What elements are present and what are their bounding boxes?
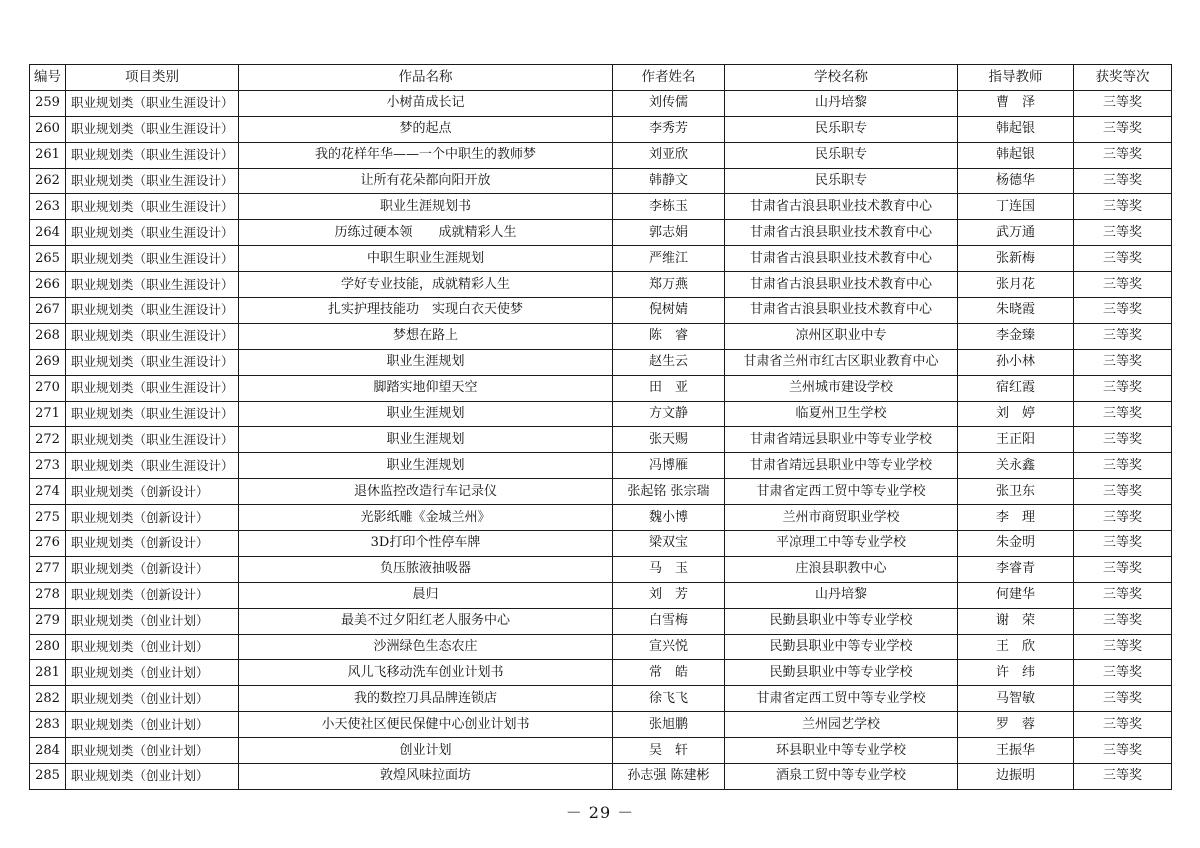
- cell-category: 职业规划类（职业生涯设计）: [66, 194, 239, 220]
- cell-school: 民勤县职业中等专业学校: [725, 634, 958, 660]
- table-row: [30, 375, 1172, 401]
- cell-number: 267: [30, 298, 66, 324]
- cell-number: 280: [30, 634, 66, 660]
- cell-author: 田 亚: [613, 375, 725, 401]
- cell-number: 270: [30, 375, 66, 401]
- cell-work-title: 沙洲绿色生态农庄: [239, 634, 613, 660]
- table-row: [30, 764, 1172, 790]
- cell-advisor: 罗 蓉: [958, 712, 1074, 738]
- table-body: [30, 90, 1172, 789]
- cell-work-title: 职业生涯规划: [239, 427, 613, 453]
- cell-category: 职业规划类（职业生涯设计）: [66, 272, 239, 298]
- cell-school: 山丹培黎: [725, 582, 958, 608]
- cell-award: 三等奖: [1074, 608, 1172, 634]
- cell-work-title: 脚踏实地仰望天空: [239, 375, 613, 401]
- cell-advisor: 王 欣: [958, 634, 1074, 660]
- cell-number: 268: [30, 323, 66, 349]
- cell-author: 宣兴悦: [613, 634, 725, 660]
- table-row: [30, 686, 1172, 712]
- cell-advisor: 丁连国: [958, 194, 1074, 220]
- cell-category: 职业规划类（职业生涯设计）: [66, 142, 239, 168]
- table-row: [30, 660, 1172, 686]
- cell-category: 职业规划类（创业计划）: [66, 738, 239, 764]
- table-row: [30, 556, 1172, 582]
- table-row: [30, 298, 1172, 324]
- cell-author: 陈 睿: [613, 323, 725, 349]
- cell-category: 职业规划类（职业生涯设计）: [66, 427, 239, 453]
- cell-work-title: 小天使社区便民保健中心创业计划书: [239, 712, 613, 738]
- cell-award: 三等奖: [1074, 349, 1172, 375]
- cell-work-title: 梦的起点: [239, 116, 613, 142]
- cell-work-title: 我的花样年华——一个中职生的教师梦: [239, 142, 613, 168]
- cell-work-title: 负压脓液抽吸器: [239, 556, 613, 582]
- cell-advisor: 韩起银: [958, 142, 1074, 168]
- cell-award: 三等奖: [1074, 298, 1172, 324]
- table-row: [30, 168, 1172, 194]
- cell-category: 职业规划类（创新设计）: [66, 479, 239, 505]
- cell-school: 兰州市商贸职业学校: [725, 505, 958, 531]
- page-number: － 29 －: [565, 803, 635, 822]
- cell-advisor: 朱金明: [958, 531, 1074, 557]
- cell-author: 张天赐: [613, 427, 725, 453]
- cell-advisor: 李金臻: [958, 323, 1074, 349]
- cell-work-title: 梦想在路上: [239, 323, 613, 349]
- cell-advisor: 何建华: [958, 582, 1074, 608]
- cell-author: 马 玉: [613, 556, 725, 582]
- cell-school: 凉州区职业中专: [725, 323, 958, 349]
- cell-advisor: 杨德华: [958, 168, 1074, 194]
- cell-school: 民乐职专: [725, 168, 958, 194]
- cell-author: 倪树婧: [613, 298, 725, 324]
- cell-school: 兰州园艺学校: [725, 712, 958, 738]
- cell-award: 三等奖: [1074, 116, 1172, 142]
- cell-author: 白雪梅: [613, 608, 725, 634]
- cell-category: 职业规划类（创业计划）: [66, 764, 239, 790]
- cell-school: 甘肃省定西工贸中等专业学校: [725, 686, 958, 712]
- table-row: [30, 142, 1172, 168]
- cell-number: 263: [30, 194, 66, 220]
- cell-author: 吴 轩: [613, 738, 725, 764]
- cell-work-title: 扎实护理技能功 实现白衣天使梦: [239, 298, 613, 324]
- cell-category: 职业规划类（职业生涯设计）: [66, 375, 239, 401]
- cell-number: 283: [30, 712, 66, 738]
- cell-category: 职业规划类（职业生涯设计）: [66, 401, 239, 427]
- cell-work-title: 风儿飞移动洗车创业计划书: [239, 660, 613, 686]
- cell-work-title: 我的数控刀具品牌连锁店: [239, 686, 613, 712]
- cell-number: 265: [30, 246, 66, 272]
- cell-category: 职业规划类（职业生涯设计）: [66, 90, 239, 116]
- table-row: [30, 116, 1172, 142]
- cell-category: 职业规划类（职业生涯设计）: [66, 323, 239, 349]
- cell-award: 三等奖: [1074, 479, 1172, 505]
- cell-work-title: 让所有花朵都向阳开放: [239, 168, 613, 194]
- cell-advisor: 曹 泽: [958, 90, 1074, 116]
- cell-school: 民勤县职业中等专业学校: [725, 660, 958, 686]
- cell-advisor: 马智敏: [958, 686, 1074, 712]
- cell-category: 职业规划类（职业生涯设计）: [66, 246, 239, 272]
- cell-school: 平凉理工中等专业学校: [725, 531, 958, 557]
- cell-category: 职业规划类（职业生涯设计）: [66, 168, 239, 194]
- cell-category: 职业规划类（创新设计）: [66, 505, 239, 531]
- cell-author: 冯博雁: [613, 453, 725, 479]
- cell-number: 279: [30, 608, 66, 634]
- cell-school: 民乐职专: [725, 142, 958, 168]
- cell-work-title: 职业生涯规划: [239, 401, 613, 427]
- cell-author: 刘亚欣: [613, 142, 725, 168]
- cell-award: 三等奖: [1074, 660, 1172, 686]
- cell-work-title: 历练过硬本领 成就精彩人生: [239, 220, 613, 246]
- cell-category: 职业规划类（创新设计）: [66, 556, 239, 582]
- cell-award: 三等奖: [1074, 453, 1172, 479]
- cell-school: 甘肃省定西工贸中等专业学校: [725, 479, 958, 505]
- awards-table: [29, 64, 1172, 790]
- cell-award: 三等奖: [1074, 634, 1172, 660]
- cell-work-title: 创业计划: [239, 738, 613, 764]
- cell-advisor: 关永鑫: [958, 453, 1074, 479]
- cell-award: 三等奖: [1074, 220, 1172, 246]
- cell-advisor: 谢 荣: [958, 608, 1074, 634]
- table-row: [30, 712, 1172, 738]
- cell-advisor: 宿红霞: [958, 375, 1074, 401]
- cell-author: 徐飞飞: [613, 686, 725, 712]
- header-number: 编号: [30, 65, 66, 91]
- cell-work-title: 退休监控改造行车记录仪: [239, 479, 613, 505]
- header-category: 项目类别: [66, 65, 239, 91]
- cell-category: 职业规划类（创业计划）: [66, 660, 239, 686]
- cell-number: 277: [30, 556, 66, 582]
- cell-work-title: 职业生涯规划: [239, 349, 613, 375]
- header-row: [30, 65, 1172, 91]
- header-award: 获奖等次: [1074, 65, 1172, 91]
- cell-award: 三等奖: [1074, 427, 1172, 453]
- cell-category: 职业规划类（职业生涯设计）: [66, 453, 239, 479]
- cell-advisor: 武万通: [958, 220, 1074, 246]
- cell-award: 三等奖: [1074, 375, 1172, 401]
- cell-work-title: 职业生涯规划: [239, 453, 613, 479]
- cell-category: 职业规划类（创业计划）: [66, 634, 239, 660]
- cell-work-title: 晨归: [239, 582, 613, 608]
- cell-author: 梁双宝: [613, 531, 725, 557]
- cell-school: 甘肃省古浪县职业技术教育中心: [725, 220, 958, 246]
- cell-school: 甘肃省古浪县职业技术教育中心: [725, 298, 958, 324]
- cell-number: 278: [30, 582, 66, 608]
- cell-author: 刘 芳: [613, 582, 725, 608]
- cell-number: 259: [30, 90, 66, 116]
- cell-award: 三等奖: [1074, 246, 1172, 272]
- cell-advisor: 王振华: [958, 738, 1074, 764]
- table-row: [30, 323, 1172, 349]
- table-row: [30, 90, 1172, 116]
- cell-school: 酒泉工贸中等专业学校: [725, 764, 958, 790]
- cell-advisor: 张卫东: [958, 479, 1074, 505]
- cell-advisor: 张月花: [958, 272, 1074, 298]
- cell-advisor: 边振明: [958, 764, 1074, 790]
- cell-advisor: 孙小林: [958, 349, 1074, 375]
- cell-author: 郑万燕: [613, 272, 725, 298]
- cell-school: 甘肃省古浪县职业技术教育中心: [725, 246, 958, 272]
- cell-category: 职业规划类（创新设计）: [66, 531, 239, 557]
- cell-number: 260: [30, 116, 66, 142]
- cell-school: 甘肃省靖远县职业中等专业学校: [725, 453, 958, 479]
- cell-award: 三等奖: [1074, 556, 1172, 582]
- cell-category: 职业规划类（职业生涯设计）: [66, 298, 239, 324]
- cell-author: 李秀芳: [613, 116, 725, 142]
- cell-work-title: 学好专业技能，成就精彩人生: [239, 272, 613, 298]
- cell-author: 张旭鹏: [613, 712, 725, 738]
- cell-school: 民乐职专: [725, 116, 958, 142]
- cell-award: 三等奖: [1074, 323, 1172, 349]
- cell-award: 三等奖: [1074, 582, 1172, 608]
- cell-category: 职业规划类（创新设计）: [66, 582, 239, 608]
- cell-award: 三等奖: [1074, 142, 1172, 168]
- cell-category: 职业规划类（创业计划）: [66, 608, 239, 634]
- table-row: [30, 479, 1172, 505]
- cell-award: 三等奖: [1074, 168, 1172, 194]
- cell-advisor: 韩起银: [958, 116, 1074, 142]
- cell-award: 三等奖: [1074, 505, 1172, 531]
- cell-author: 孙志强 陈建彬: [613, 764, 725, 790]
- cell-award: 三等奖: [1074, 194, 1172, 220]
- table-row: [30, 453, 1172, 479]
- cell-author: 张起铭 张宗瑞: [613, 479, 725, 505]
- header-school: 学校名称: [725, 65, 958, 91]
- cell-school: 临夏州卫生学校: [725, 401, 958, 427]
- header-advisor: 指导教师: [958, 65, 1074, 91]
- cell-work-title: 敦煌风味拉面坊: [239, 764, 613, 790]
- cell-school: 庄浪县职教中心: [725, 556, 958, 582]
- cell-school: 环县职业中等专业学校: [725, 738, 958, 764]
- cell-advisor: 许 纬: [958, 660, 1074, 686]
- table-row: [30, 505, 1172, 531]
- cell-advisor: 李 理: [958, 505, 1074, 531]
- cell-author: 赵生云: [613, 349, 725, 375]
- cell-work-title: 中职生职业生涯规划: [239, 246, 613, 272]
- cell-work-title: 最美不过夕阳红老人服务中心: [239, 608, 613, 634]
- cell-award: 三等奖: [1074, 764, 1172, 790]
- cell-award: 三等奖: [1074, 401, 1172, 427]
- table-row: [30, 220, 1172, 246]
- cell-author: 魏小博: [613, 505, 725, 531]
- cell-school: 甘肃省古浪县职业技术教育中心: [725, 194, 958, 220]
- cell-category: 职业规划类（创业计划）: [66, 686, 239, 712]
- cell-number: 281: [30, 660, 66, 686]
- table-row: [30, 634, 1172, 660]
- cell-category: 职业规划类（创业计划）: [66, 712, 239, 738]
- cell-category: 职业规划类（职业生涯设计）: [66, 220, 239, 246]
- cell-award: 三等奖: [1074, 531, 1172, 557]
- cell-category: 职业规划类（职业生涯设计）: [66, 116, 239, 142]
- table-row: [30, 608, 1172, 634]
- table-row: [30, 582, 1172, 608]
- cell-number: 276: [30, 531, 66, 557]
- table-row: [30, 427, 1172, 453]
- cell-work-title: 光影纸雕《金城兰州》: [239, 505, 613, 531]
- cell-school: 兰州城市建设学校: [725, 375, 958, 401]
- header-author: 作者姓名: [613, 65, 725, 91]
- cell-school: 山丹培黎: [725, 90, 958, 116]
- cell-number: 273: [30, 453, 66, 479]
- cell-category: 职业规划类（职业生涯设计）: [66, 349, 239, 375]
- cell-number: 271: [30, 401, 66, 427]
- cell-author: 韩静文: [613, 168, 725, 194]
- cell-number: 266: [30, 272, 66, 298]
- cell-school: 甘肃省古浪县职业技术教育中心: [725, 272, 958, 298]
- cell-work-title: 3D打印个性停车牌: [239, 531, 613, 557]
- cell-number: 262: [30, 168, 66, 194]
- table-row: [30, 738, 1172, 764]
- cell-author: 郭志娟: [613, 220, 725, 246]
- cell-advisor: 李睿青: [958, 556, 1074, 582]
- table-header: [30, 65, 1172, 91]
- cell-school: 民勤县职业中等专业学校: [725, 608, 958, 634]
- cell-work-title: 小树苗成长记: [239, 90, 613, 116]
- cell-number: 272: [30, 427, 66, 453]
- cell-school: 甘肃省兰州市红古区职业教育中心: [725, 349, 958, 375]
- header-work-title: 作品名称: [239, 65, 613, 91]
- cell-award: 三等奖: [1074, 90, 1172, 116]
- cell-advisor: 刘 婷: [958, 401, 1074, 427]
- cell-award: 三等奖: [1074, 712, 1172, 738]
- cell-number: 284: [30, 738, 66, 764]
- cell-number: 274: [30, 479, 66, 505]
- cell-number: 285: [30, 764, 66, 790]
- table-row: [30, 401, 1172, 427]
- cell-author: 常 皓: [613, 660, 725, 686]
- cell-award: 三等奖: [1074, 272, 1172, 298]
- cell-number: 269: [30, 349, 66, 375]
- cell-number: 264: [30, 220, 66, 246]
- cell-advisor: 朱晓霞: [958, 298, 1074, 324]
- cell-award: 三等奖: [1074, 738, 1172, 764]
- table-row: [30, 194, 1172, 220]
- cell-number: 261: [30, 142, 66, 168]
- cell-work-title: 职业生涯规划书: [239, 194, 613, 220]
- cell-author: 刘传儒: [613, 90, 725, 116]
- table-row: [30, 246, 1172, 272]
- table-row: [30, 272, 1172, 298]
- cell-number: 282: [30, 686, 66, 712]
- cell-author: 李栋玉: [613, 194, 725, 220]
- cell-advisor: 张新梅: [958, 246, 1074, 272]
- cell-author: 方文静: [613, 401, 725, 427]
- cell-advisor: 王正阳: [958, 427, 1074, 453]
- cell-number: 275: [30, 505, 66, 531]
- table-row: [30, 531, 1172, 557]
- cell-award: 三等奖: [1074, 686, 1172, 712]
- cell-school: 甘肃省靖远县职业中等专业学校: [725, 427, 958, 453]
- table-row: [30, 349, 1172, 375]
- cell-author: 严维江: [613, 246, 725, 272]
